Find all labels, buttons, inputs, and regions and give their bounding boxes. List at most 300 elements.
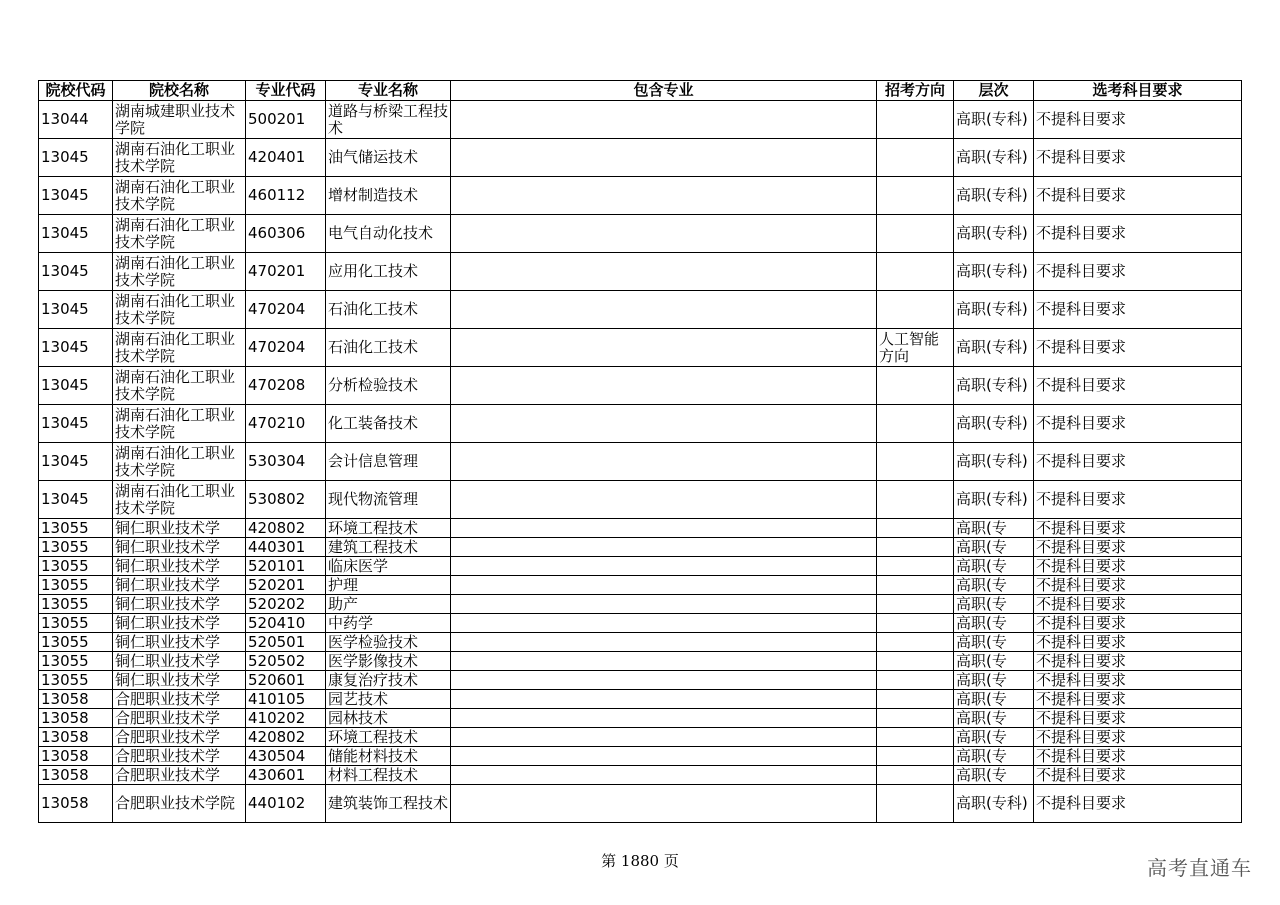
level-cell: 高职(专科) xyxy=(954,405,1034,443)
level-cell: 高职(专科) xyxy=(954,481,1034,519)
major-code-cell-text: 410105 xyxy=(248,690,306,708)
direction-cell xyxy=(877,576,954,595)
included-majors-cell xyxy=(451,671,877,690)
direction-cell xyxy=(877,690,954,709)
included-majors-cell xyxy=(451,538,877,557)
major-name-cell xyxy=(326,595,451,614)
included-majors-cell-text xyxy=(453,614,874,632)
school-code-cell xyxy=(39,538,113,557)
major-code-cell-text: 520201 xyxy=(248,576,306,594)
school-code-cell xyxy=(39,595,113,614)
school-code-cell: 13045 xyxy=(39,139,113,177)
header-school-code: 院校代码 xyxy=(39,81,113,101)
school-name-cell-text: 铜仁职业技术学 xyxy=(115,633,221,651)
major-code-cell-text: 420802 xyxy=(248,519,306,537)
school-name-cell-text: 铜仁职业技术学 xyxy=(115,576,221,594)
table-row xyxy=(39,139,1242,177)
included-majors-cell-text xyxy=(453,557,874,575)
table-row xyxy=(39,253,1242,291)
level-cell-text: 高职(专 xyxy=(956,690,1007,708)
school-code-cell xyxy=(39,709,113,728)
level-cell: 高职(专科) xyxy=(954,177,1034,215)
direction-cell xyxy=(877,443,954,481)
school-name-cell xyxy=(113,709,246,728)
direction-cell-text xyxy=(879,690,951,708)
included-majors-cell xyxy=(451,139,877,177)
included-majors-cell-text xyxy=(453,519,874,537)
level-cell: 高职(专科) xyxy=(954,443,1034,481)
school-code-cell: 13045 xyxy=(39,291,113,329)
school-code-cell: 13044 xyxy=(39,101,113,139)
table-row xyxy=(39,690,1242,709)
requirement-cell xyxy=(1034,576,1242,595)
requirement-cell-text: 不提科目要求 xyxy=(1036,633,1127,651)
school-name-cell-text: 合肥职业技术学 xyxy=(115,747,221,765)
table-row xyxy=(39,291,1242,329)
included-majors-cell xyxy=(451,652,877,671)
direction-cell-text xyxy=(879,633,951,651)
school-code-cell-text: 13055 xyxy=(41,652,89,670)
requirement-cell xyxy=(1034,538,1242,557)
major-name-cell: 电气自动化技术 xyxy=(326,215,451,253)
major-name-cell xyxy=(326,728,451,747)
included-majors-cell xyxy=(451,253,877,291)
requirement-cell: 不提科目要求 xyxy=(1034,291,1242,329)
major-name-cell-text: 康复治疗技术 xyxy=(328,671,419,689)
major-name-cell xyxy=(326,576,451,595)
school-code-cell: 13045 xyxy=(39,329,113,367)
school-code-cell-text: 13055 xyxy=(41,519,89,537)
included-majors-cell-text xyxy=(453,652,874,670)
header-row xyxy=(39,81,1242,101)
level-cell xyxy=(954,633,1034,652)
direction-cell-text xyxy=(879,709,951,727)
table-row xyxy=(39,101,1242,139)
level-cell-text: 高职(专 xyxy=(956,614,1007,632)
requirement-cell xyxy=(1034,519,1242,538)
major-code-cell-text: 520501 xyxy=(248,633,306,651)
table-row xyxy=(39,747,1242,766)
direction-cell-text xyxy=(879,747,951,765)
major-name-cell xyxy=(326,671,451,690)
school-code-cell: 13045 xyxy=(39,215,113,253)
major-name-cell xyxy=(326,747,451,766)
requirement-cell: 不提科目要求 xyxy=(1034,253,1242,291)
level-cell-text: 高职(专 xyxy=(956,766,1007,784)
included-majors-cell-text xyxy=(453,671,874,689)
major-name-cell: 石油化工技术 xyxy=(326,291,451,329)
table-row xyxy=(39,633,1242,652)
direction-cell-text xyxy=(879,614,951,632)
included-majors-cell-text xyxy=(453,690,874,708)
table-row xyxy=(39,177,1242,215)
major-name-cell xyxy=(326,557,451,576)
table-row xyxy=(39,538,1242,557)
level-cell xyxy=(954,557,1034,576)
major-name-cell-text: 中药学 xyxy=(328,614,374,632)
major-code-cell-text: 520202 xyxy=(248,595,306,613)
included-majors-cell xyxy=(451,690,877,709)
requirement-cell: 不提科目要求 xyxy=(1034,443,1242,481)
requirement-cell xyxy=(1034,747,1242,766)
school-name-cell: 湖南石油化工职业技术学院 xyxy=(113,291,246,329)
included-majors-cell xyxy=(451,728,877,747)
direction-cell xyxy=(877,481,954,519)
school-code-cell xyxy=(39,557,113,576)
major-code-cell: 500201 xyxy=(246,101,326,139)
school-code-cell-text: 13055 xyxy=(41,557,89,575)
school-code-cell-text: 13055 xyxy=(41,538,89,556)
level-cell: 高职(专科) xyxy=(954,367,1034,405)
requirement-cell-text: 不提科目要求 xyxy=(1036,690,1127,708)
requirement-cell-text: 不提科目要求 xyxy=(1036,671,1127,689)
requirement-cell-text: 不提科目要求 xyxy=(1036,709,1127,727)
school-name-cell-text: 铜仁职业技术学 xyxy=(115,614,221,632)
school-name-cell xyxy=(113,747,246,766)
level-cell xyxy=(954,595,1034,614)
school-name-cell xyxy=(113,538,246,557)
major-name-cell-text: 环境工程技术 xyxy=(328,728,419,746)
level-cell: 高职(专科) xyxy=(954,329,1034,367)
school-code-cell-text: 13058 xyxy=(41,766,89,784)
school-code-cell-text: 13055 xyxy=(41,576,89,594)
table-body xyxy=(39,101,1242,823)
school-code-cell-text: 13055 xyxy=(41,614,89,632)
major-name-cell: 建筑装饰工程技术 xyxy=(326,785,451,823)
major-name-cell-text: 医学检验技术 xyxy=(328,633,419,651)
requirement-cell: 不提科目要求 xyxy=(1034,329,1242,367)
level-cell-text: 高职(专 xyxy=(956,557,1007,575)
major-code-cell-text: 440301 xyxy=(248,538,306,556)
school-code-cell xyxy=(39,671,113,690)
major-code-cell-text: 410202 xyxy=(248,709,306,727)
major-name-cell: 现代物流管理 xyxy=(326,481,451,519)
school-name-cell xyxy=(113,614,246,633)
included-majors-cell xyxy=(451,481,877,519)
school-name-cell: 湖南石油化工职业技术学院 xyxy=(113,329,246,367)
requirement-cell-text: 不提科目要求 xyxy=(1036,652,1127,670)
major-code-cell xyxy=(246,690,326,709)
requirement-cell xyxy=(1034,633,1242,652)
major-code-cell: 470208 xyxy=(246,367,326,405)
header-requirement: 选考科目要求 xyxy=(1034,81,1242,101)
major-code-cell xyxy=(246,557,326,576)
level-cell: 高职(专科) xyxy=(954,785,1034,823)
school-name-cell: 湖南石油化工职业技术学院 xyxy=(113,215,246,253)
major-name-cell xyxy=(326,709,451,728)
school-code-cell: 13045 xyxy=(39,177,113,215)
included-majors-cell xyxy=(451,747,877,766)
table-row xyxy=(39,728,1242,747)
major-name-cell-text: 临床医学 xyxy=(328,557,389,575)
included-majors-cell xyxy=(451,576,877,595)
direction-cell xyxy=(877,709,954,728)
page-number: 第 1880 页 xyxy=(601,852,679,870)
school-name-cell xyxy=(113,652,246,671)
direction-cell-text xyxy=(879,538,951,556)
requirement-cell xyxy=(1034,557,1242,576)
included-majors-cell xyxy=(451,329,877,367)
school-code-cell-text: 13058 xyxy=(41,747,89,765)
school-code-cell-text: 13055 xyxy=(41,633,89,651)
level-cell-text: 高职(专 xyxy=(956,709,1007,727)
school-name-cell: 湖南石油化工职业技术学院 xyxy=(113,177,246,215)
requirement-cell: 不提科目要求 xyxy=(1034,215,1242,253)
level-cell xyxy=(954,728,1034,747)
requirement-cell xyxy=(1034,709,1242,728)
direction-cell xyxy=(877,367,954,405)
major-name-cell-text: 环境工程技术 xyxy=(328,519,419,537)
school-name-cell xyxy=(113,576,246,595)
requirement-cell-text: 不提科目要求 xyxy=(1036,538,1127,556)
header-direction: 招考方向 xyxy=(877,81,954,101)
school-name-cell: 湖南石油化工职业技术学院 xyxy=(113,481,246,519)
major-name-cell: 会计信息管理 xyxy=(326,443,451,481)
school-code-cell-text: 13055 xyxy=(41,671,89,689)
requirement-cell xyxy=(1034,671,1242,690)
direction-cell xyxy=(877,177,954,215)
header-major-code: 专业代码 xyxy=(246,81,326,101)
level-cell: 高职(专科) xyxy=(954,291,1034,329)
school-code-cell xyxy=(39,519,113,538)
included-majors-cell-text xyxy=(453,633,874,651)
major-code-cell: 460112 xyxy=(246,177,326,215)
table-row xyxy=(39,614,1242,633)
direction-cell-text xyxy=(879,671,951,689)
school-name-cell: 合肥职业技术学院 xyxy=(113,785,246,823)
major-name-cell-text: 储能材料技术 xyxy=(328,747,419,765)
level-cell xyxy=(954,766,1034,785)
table-row xyxy=(39,215,1242,253)
included-majors-cell xyxy=(451,405,877,443)
direction-cell xyxy=(877,728,954,747)
included-majors-cell xyxy=(451,101,877,139)
level-cell-text: 高职(专 xyxy=(956,728,1007,746)
direction-cell xyxy=(877,139,954,177)
direction-cell-text xyxy=(879,766,951,784)
school-name-cell: 湖南石油化工职业技术学院 xyxy=(113,443,246,481)
school-code-cell xyxy=(39,576,113,595)
table-row xyxy=(39,652,1242,671)
included-majors-cell xyxy=(451,633,877,652)
major-code-cell xyxy=(246,576,326,595)
school-code-cell: 13058 xyxy=(39,785,113,823)
requirement-cell xyxy=(1034,766,1242,785)
major-code-cell xyxy=(246,671,326,690)
major-code-cell-text: 520502 xyxy=(248,652,306,670)
school-name-cell: 湖南石油化工职业技术学院 xyxy=(113,367,246,405)
major-code-cell-text: 430601 xyxy=(248,766,306,784)
major-code-cell xyxy=(246,652,326,671)
level-cell-text: 高职(专 xyxy=(956,576,1007,594)
school-code-cell xyxy=(39,728,113,747)
included-majors-cell xyxy=(451,709,877,728)
direction-cell xyxy=(877,747,954,766)
level-cell xyxy=(954,576,1034,595)
admission-table xyxy=(38,80,1242,823)
major-name-cell xyxy=(326,766,451,785)
school-name-cell-text: 合肥职业技术学 xyxy=(115,709,221,727)
requirement-cell: 不提科目要求 xyxy=(1034,481,1242,519)
major-code-cell xyxy=(246,766,326,785)
requirement-cell xyxy=(1034,652,1242,671)
major-code-cell: 470210 xyxy=(246,405,326,443)
major-name-cell: 增材制造技术 xyxy=(326,177,451,215)
requirement-cell-text: 不提科目要求 xyxy=(1036,519,1127,537)
major-name-cell: 石油化工技术 xyxy=(326,329,451,367)
major-code-cell: 470201 xyxy=(246,253,326,291)
requirement-cell: 不提科目要求 xyxy=(1034,785,1242,823)
school-name-cell-text: 铜仁职业技术学 xyxy=(115,538,221,556)
major-name-cell xyxy=(326,690,451,709)
major-name-cell xyxy=(326,614,451,633)
major-name-cell xyxy=(326,519,451,538)
direction-cell-text xyxy=(879,728,951,746)
major-code-cell xyxy=(246,519,326,538)
major-name-cell: 应用化工技术 xyxy=(326,253,451,291)
level-cell xyxy=(954,690,1034,709)
included-majors-cell xyxy=(451,595,877,614)
requirement-cell-text: 不提科目要求 xyxy=(1036,614,1127,632)
school-name-cell xyxy=(113,671,246,690)
level-cell-text: 高职(专 xyxy=(956,747,1007,765)
watermark-text: 高考直通车 xyxy=(1147,856,1252,880)
school-code-cell: 13045 xyxy=(39,253,113,291)
included-majors-cell xyxy=(451,766,877,785)
direction-cell xyxy=(877,766,954,785)
direction-cell xyxy=(877,595,954,614)
requirement-cell: 不提科目要求 xyxy=(1034,177,1242,215)
major-code-cell: 420401 xyxy=(246,139,326,177)
direction-cell xyxy=(877,785,954,823)
table-row xyxy=(39,709,1242,728)
direction-cell-text xyxy=(879,652,951,670)
school-name-cell: 湖南石油化工职业技术学院 xyxy=(113,139,246,177)
major-code-cell: 470204 xyxy=(246,291,326,329)
direction-cell xyxy=(877,671,954,690)
school-code-cell: 13045 xyxy=(39,481,113,519)
requirement-cell xyxy=(1034,614,1242,633)
school-name-cell xyxy=(113,557,246,576)
requirement-cell xyxy=(1034,690,1242,709)
level-cell xyxy=(954,747,1034,766)
school-name-cell xyxy=(113,595,246,614)
major-code-cell xyxy=(246,614,326,633)
direction-cell-text xyxy=(879,576,951,594)
requirement-cell: 不提科目要求 xyxy=(1034,367,1242,405)
requirement-cell-text: 不提科目要求 xyxy=(1036,728,1127,746)
included-majors-cell-text xyxy=(453,709,874,727)
level-cell-text: 高职(专 xyxy=(956,519,1007,537)
table-row xyxy=(39,443,1242,481)
level-cell xyxy=(954,614,1034,633)
school-code-cell-text: 13055 xyxy=(41,595,89,613)
major-name-cell xyxy=(326,633,451,652)
major-code-cell xyxy=(246,709,326,728)
included-majors-cell-text xyxy=(453,595,874,613)
major-code-cell xyxy=(246,538,326,557)
major-code-cell-text: 520410 xyxy=(248,614,306,632)
major-name-cell-text: 护理 xyxy=(328,576,359,594)
table-row xyxy=(39,557,1242,576)
school-name-cell xyxy=(113,728,246,747)
included-majors-cell xyxy=(451,177,877,215)
major-code-cell-text: 430504 xyxy=(248,747,306,765)
major-code-cell-text: 520601 xyxy=(248,671,306,689)
included-majors-cell xyxy=(451,215,877,253)
major-code-cell xyxy=(246,595,326,614)
school-name-cell: 湖南城建职业技术学院 xyxy=(113,101,246,139)
table-row xyxy=(39,785,1242,823)
major-name-cell-text: 园林技术 xyxy=(328,709,389,727)
table-row xyxy=(39,367,1242,405)
school-code-cell xyxy=(39,614,113,633)
included-majors-cell-text xyxy=(453,728,874,746)
table-row xyxy=(39,576,1242,595)
major-name-cell xyxy=(326,652,451,671)
included-majors-cell-text xyxy=(453,747,874,765)
included-majors-cell xyxy=(451,367,877,405)
direction-cell-text xyxy=(879,595,951,613)
major-name-cell-text: 医学影像技术 xyxy=(328,652,419,670)
level-cell xyxy=(954,709,1034,728)
header-level: 层次 xyxy=(954,81,1034,101)
school-code-cell xyxy=(39,652,113,671)
school-name-cell-text: 合肥职业技术学 xyxy=(115,690,221,708)
direction-cell xyxy=(877,215,954,253)
school-name-cell xyxy=(113,690,246,709)
school-name-cell-text: 铜仁职业技术学 xyxy=(115,671,221,689)
major-name-cell-text: 建筑工程技术 xyxy=(328,538,419,556)
included-majors-cell-text xyxy=(453,766,874,784)
level-cell xyxy=(954,538,1034,557)
level-cell-text: 高职(专 xyxy=(956,671,1007,689)
major-code-cell: 530304 xyxy=(246,443,326,481)
school-name-cell-text: 铜仁职业技术学 xyxy=(115,595,221,613)
direction-cell xyxy=(877,405,954,443)
requirement-cell-text: 不提科目要求 xyxy=(1036,766,1127,784)
requirement-cell xyxy=(1034,728,1242,747)
major-code-cell xyxy=(246,728,326,747)
level-cell xyxy=(954,671,1034,690)
school-name-cell xyxy=(113,519,246,538)
level-cell-text: 高职(专 xyxy=(956,633,1007,651)
included-majors-cell xyxy=(451,291,877,329)
level-cell xyxy=(954,652,1034,671)
level-cell-text: 高职(专 xyxy=(956,595,1007,613)
major-name-cell: 化工装备技术 xyxy=(326,405,451,443)
table-row xyxy=(39,766,1242,785)
direction-cell xyxy=(877,253,954,291)
school-code-cell: 13045 xyxy=(39,443,113,481)
school-code-cell xyxy=(39,766,113,785)
school-code-cell: 13045 xyxy=(39,405,113,443)
level-cell: 高职(专科) xyxy=(954,253,1034,291)
level-cell xyxy=(954,519,1034,538)
level-cell-text: 高职(专 xyxy=(956,538,1007,556)
requirement-cell-text: 不提科目要求 xyxy=(1036,747,1127,765)
direction-cell-text xyxy=(879,519,951,537)
school-name-cell: 湖南石油化工职业技术学院 xyxy=(113,253,246,291)
school-code-cell-text: 13058 xyxy=(41,690,89,708)
level-cell-text: 高职(专 xyxy=(956,652,1007,670)
major-code-cell: 460306 xyxy=(246,215,326,253)
level-cell: 高职(专科) xyxy=(954,215,1034,253)
major-code-cell: 440102 xyxy=(246,785,326,823)
major-code-cell: 470204 xyxy=(246,329,326,367)
requirement-cell: 不提科目要求 xyxy=(1034,101,1242,139)
requirement-cell-text: 不提科目要求 xyxy=(1036,557,1127,575)
